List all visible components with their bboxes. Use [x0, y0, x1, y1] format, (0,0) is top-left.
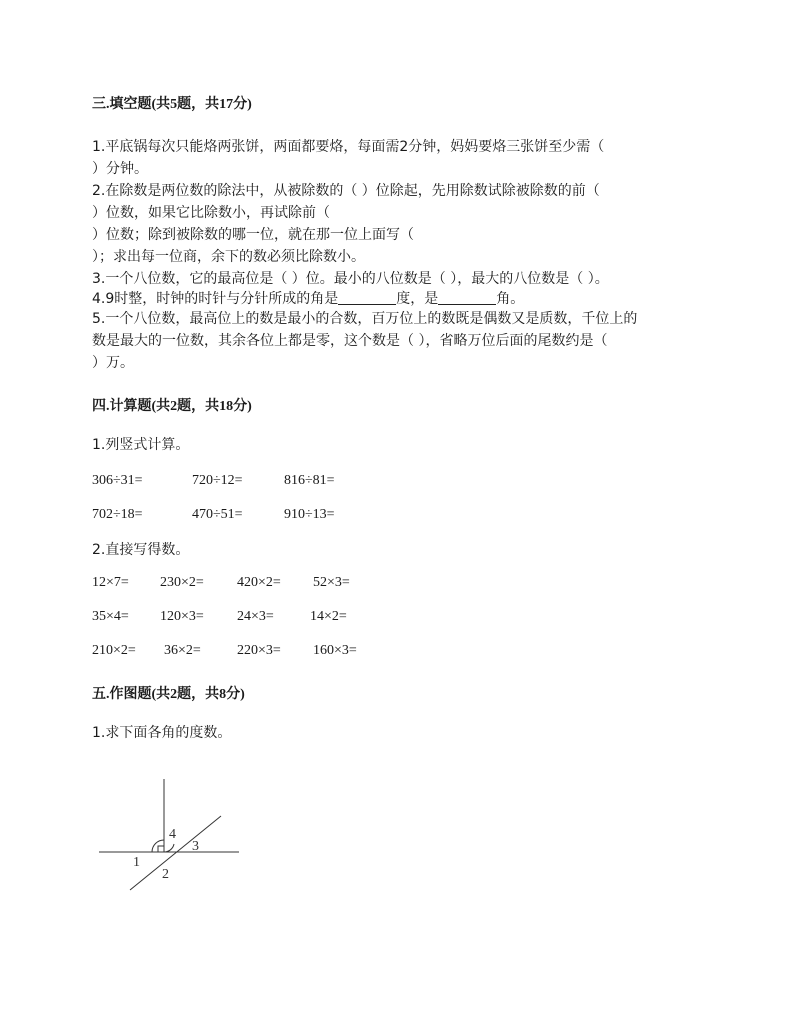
q3-2-line2: ）位数，如果它比除数小，再试除前（	[92, 205, 330, 221]
calc-item: 120×3=	[160, 609, 204, 624]
q3-5-line3: ）万。	[92, 355, 134, 371]
section-4-title: 四.计算题(共2题，共18分)	[92, 399, 252, 414]
calc-item: 230×2=	[160, 575, 204, 590]
answer-blank	[438, 290, 496, 305]
q5-1-label: 1.求下面各角的度数。	[92, 725, 232, 741]
calc-item: 702÷18=	[92, 507, 143, 522]
q3-5-line1: 5.一个八位数，最高位上的数是最小的合数，百万位上的数既是偶数又是质数，千位上的	[92, 311, 638, 327]
calc-item: 720÷12=	[192, 473, 243, 488]
q3-4-line	[92, 289, 524, 309]
calc-item: 210×2=	[92, 643, 136, 658]
calc-item: 24×3=	[237, 609, 274, 624]
angle-label-1: 1	[133, 855, 140, 870]
angle-label-3: 3	[192, 839, 199, 854]
q3-2-line3: ）位数；除到被除数的哪一位，就在那一位上面写（	[92, 227, 414, 243]
calc-item: 52×3=	[313, 575, 350, 590]
q3-5-line2: 数是最大的一位数，其余各位上都是零，这个数是（ ），省略万位后面的尾数约是（	[92, 333, 608, 349]
calc-item: 306÷31=	[92, 473, 143, 488]
q4-1-label: 1.列竖式计算。	[92, 437, 190, 453]
q3-4-part2: 度，是	[396, 291, 439, 307]
q4-2-label: 2.直接写得数。	[92, 542, 190, 558]
answer-blank	[338, 290, 396, 305]
calc-item: 910÷13=	[284, 507, 335, 522]
q3-1-line2: ）分钟。	[92, 161, 148, 177]
angle-figure	[95, 775, 255, 895]
angle-label-4: 4	[169, 827, 176, 842]
calc-item: 420×2=	[237, 575, 281, 590]
calc-item: 14×2=	[310, 609, 347, 624]
section-3-title: 三.填空题(共5题，共17分)	[92, 97, 252, 112]
angle-label-2: 2	[162, 867, 169, 882]
q3-4-part3: 角。	[496, 291, 525, 307]
calc-item: 35×4=	[92, 609, 129, 624]
q3-1-line1: 1.平底锅每次只能烙两张饼，两面都要烙，每面需2分钟，妈妈要烙三张饼至少需（	[92, 139, 605, 155]
calc-item: 816÷81=	[284, 473, 335, 488]
calc-item: 12×7=	[92, 575, 129, 590]
section-5-title: 五.作图题(共2题，共8分)	[92, 687, 245, 702]
angle-arc	[164, 844, 174, 852]
right-angle-mark	[158, 846, 164, 852]
q3-3-line1: 3.一个八位数，它的最高位是（ ）位。最小的八位数是（ ），最大的八位数是（ ）。	[92, 271, 609, 287]
calc-item: 36×2=	[164, 643, 201, 658]
q3-4-part1: 4.9时整，时钟的时针与分针所成的角是	[92, 291, 339, 307]
q3-2-line1: 2.在除数是两位数的除法中，从被除数的（ ）位除起，先用除数试除被除数的前（	[92, 183, 600, 199]
calc-item: 220×3=	[237, 643, 281, 658]
q3-2-line4: ）；求出每一位商，余下的数必须比除数小。	[92, 249, 365, 265]
calc-item: 160×3=	[313, 643, 357, 658]
calc-item: 470÷51=	[192, 507, 243, 522]
